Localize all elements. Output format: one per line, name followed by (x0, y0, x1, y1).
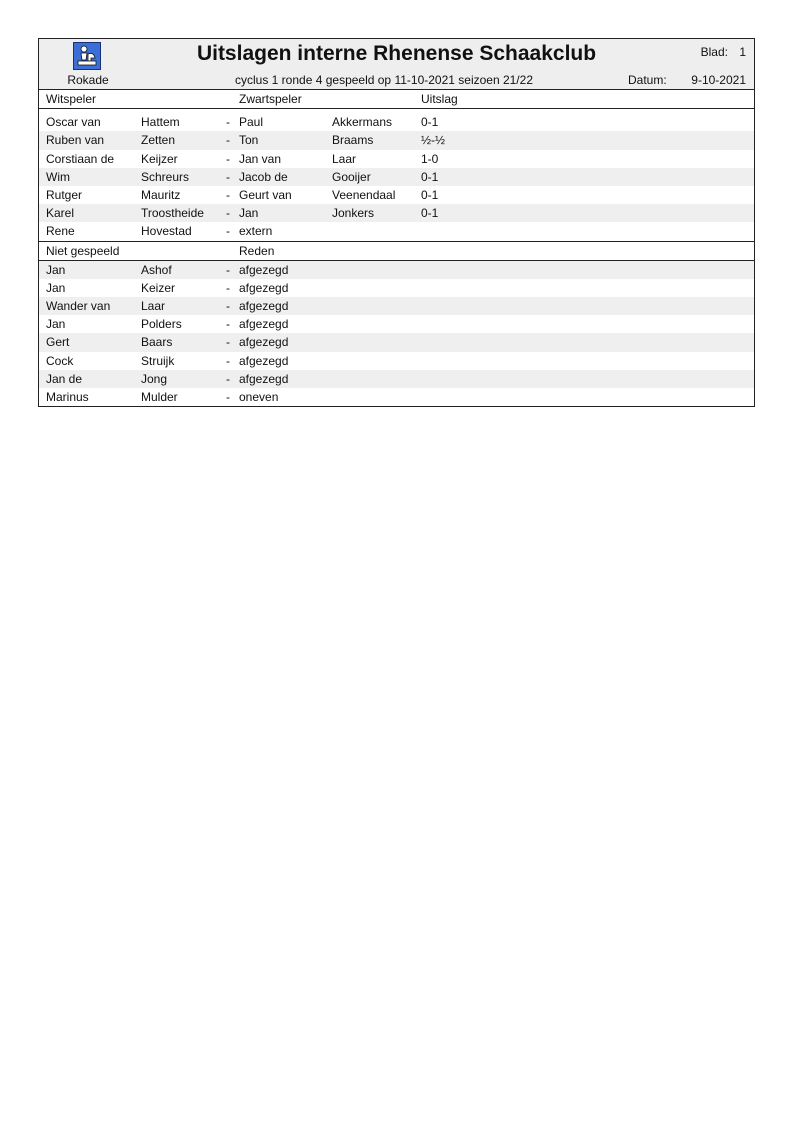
player-last-name: Keizer (141, 280, 176, 295)
white-player-header: Witspeler (46, 92, 97, 106)
player-first-name: Jan (46, 317, 66, 332)
not-played-row (39, 297, 754, 315)
vs-dash: - (226, 224, 230, 239)
white-first-name: Ruben van (46, 133, 105, 148)
result-row (39, 113, 754, 131)
white-last-name: Hattem (141, 115, 180, 130)
player-first-name: Jan de (46, 371, 83, 386)
black-first-name: Paul (239, 115, 264, 130)
absence-reason: afgezegd (239, 262, 289, 277)
black-last-name: Jonkers (332, 206, 375, 221)
game-result: 0-1 (421, 206, 439, 221)
dash: - (226, 335, 230, 350)
player-first-name: Jan (46, 280, 66, 295)
date-label: Datum: (628, 73, 667, 87)
player-last-name: Jong (141, 371, 168, 386)
sheet-number-label: Blad: (700, 45, 728, 59)
player-first-name: Marinus (46, 390, 89, 404)
results-body (39, 109, 754, 240)
date-value: 9-10-2021 (691, 73, 746, 87)
black-first-name: Jan (239, 206, 259, 221)
dash: - (226, 390, 230, 404)
result-header: Uitslag (421, 92, 458, 106)
black-first-name: Ton (239, 133, 259, 148)
dash: - (226, 262, 230, 277)
game-result: 0-1 (421, 115, 439, 130)
game-result: 1-0 (421, 151, 439, 166)
absence-reason: afgezegd (239, 335, 289, 350)
dash: - (226, 353, 230, 368)
player-last-name: Baars (141, 335, 173, 350)
black-first-name: Jacob de (239, 169, 288, 184)
player-first-name: Gert (46, 335, 70, 350)
black-last-name: Gooijer (332, 169, 371, 184)
white-last-name: Troostheide (141, 206, 204, 221)
reason-header: Reden (239, 243, 275, 258)
vs-dash: - (226, 169, 230, 184)
absence-reason: afgezegd (239, 371, 289, 386)
results-header-row (39, 90, 754, 109)
game-result: ½-½ (421, 133, 446, 148)
not-played-row (39, 261, 754, 279)
not-played-header-row (39, 241, 754, 261)
player-first-name: Cock (46, 353, 74, 368)
player-last-name: Ashof (141, 262, 172, 277)
not-played-row (39, 370, 754, 388)
vs-dash: - (226, 115, 230, 130)
vs-dash: - (226, 187, 230, 202)
white-last-name: Keijzer (141, 151, 178, 166)
sheet-header (39, 39, 754, 90)
sheet-number-value: 1 (739, 45, 746, 59)
dash: - (226, 371, 230, 386)
not-played-row (39, 333, 754, 351)
dash: - (226, 280, 230, 295)
black-last-name: Akkermans (332, 115, 393, 130)
white-first-name: Karel (46, 206, 75, 221)
black-first-name: Jan van (239, 151, 282, 166)
player-last-name: Mulder (141, 390, 178, 404)
not-played-row (39, 388, 754, 406)
black-last-name: Laar (332, 151, 357, 166)
absence-reason: afgezegd (239, 353, 289, 368)
black-last-name: Veenendaal (332, 187, 396, 202)
white-last-name: Schreurs (141, 169, 190, 184)
not-played-body (39, 261, 754, 407)
white-first-name: Corstiaan de (46, 151, 115, 166)
page-title: Uitslagen interne Rhenense Schaakclub (196, 42, 597, 65)
white-first-name: Oscar van (46, 115, 101, 130)
player-last-name: Polders (141, 317, 182, 332)
not-played-header: Niet gespeeld (46, 243, 120, 258)
dash: - (226, 317, 230, 332)
vs-dash: - (226, 133, 230, 148)
white-first-name: Rutger (46, 187, 83, 202)
player-last-name: Laar (141, 299, 166, 314)
result-row (39, 204, 754, 222)
not-played-row (39, 315, 754, 333)
black-last-name: Braams (332, 133, 374, 148)
absence-reason: afgezegd (239, 280, 289, 295)
vs-dash: - (226, 206, 230, 221)
player-first-name: Jan (46, 262, 66, 277)
round-subtitle: cyclus 1 ronde 4 gespeeld op 11-10-2021 seizoen 21/22 (235, 73, 533, 87)
absence-reason: afgezegd (239, 299, 289, 314)
white-last-name: Zetten (141, 133, 176, 148)
result-row (39, 222, 754, 240)
absence-reason: oneven (239, 390, 279, 404)
white-last-name: Mauritz (141, 187, 181, 202)
game-result: 0-1 (421, 187, 439, 202)
dash: - (226, 299, 230, 314)
result-row (39, 150, 754, 168)
black-first-name: Geurt van (239, 187, 292, 202)
player-last-name: Struijk (141, 353, 175, 368)
result-row (39, 168, 754, 186)
game-result: 0-1 (421, 169, 439, 184)
black-player-header: Zwartspeler (239, 92, 302, 106)
not-played-row (39, 352, 754, 370)
club-name: Rokade (67, 73, 109, 87)
result-row (39, 131, 754, 149)
white-first-name: Wim (46, 169, 70, 184)
absence-reason: afgezegd (239, 317, 289, 332)
result-row (39, 186, 754, 204)
results-sheet (38, 38, 755, 407)
black-first-name: extern (239, 224, 273, 239)
player-first-name: Wander van (46, 299, 111, 314)
white-first-name: Rene (46, 224, 75, 239)
not-played-row (39, 279, 754, 297)
vs-dash: - (226, 151, 230, 166)
white-last-name: Hovestad (141, 224, 192, 239)
